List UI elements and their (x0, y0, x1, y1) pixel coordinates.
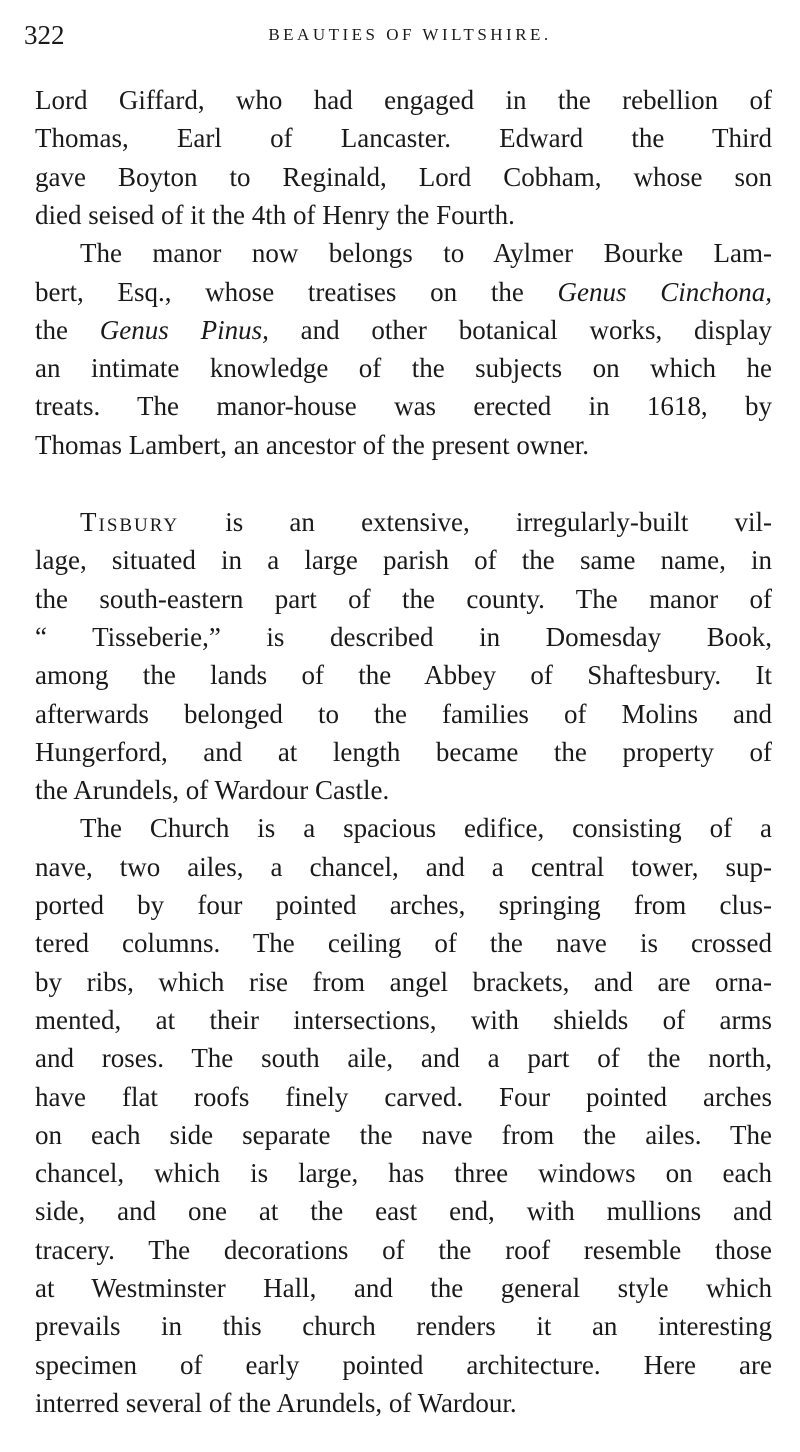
text-line (35, 618, 772, 656)
text-line (35, 1001, 772, 1039)
text-segment: treats. The manor-house was erected in 1618, by (35, 391, 772, 422)
text-segment: among the lands of the Abbey of Shaftesbury. It (35, 660, 772, 691)
text-segment: side, and one at the east end, with mullions and (35, 1196, 772, 1227)
text-segment: the south-eastern part of the county. The manor of (35, 583, 772, 614)
text-segment: nave, two ailes, a chancel, and a central tower, sup- (35, 851, 772, 882)
text-line (35, 1039, 772, 1077)
text-segment: the (35, 314, 100, 345)
text-segment: is an extensive, irregularly-built vil- (179, 507, 772, 537)
running-title: BEAUTIES OF WILTSHIRE. (268, 25, 552, 44)
text-segment: on each side separate the nave from the ailes. The (35, 1119, 772, 1150)
text-segment: ported by four pointed arches, springing from clus- (35, 890, 772, 920)
text-line (35, 273, 772, 311)
small-caps-text: Tisbury (80, 507, 180, 537)
text-segment: tracery. The decorations of the roof resemble those (35, 1234, 772, 1265)
text-segment: Hungerford, and at length became the property of (35, 736, 772, 767)
text-segment: tered columns. The ceiling of the nave is crossed (35, 928, 772, 959)
text-segment: gave Boyton to Reginald, Lord Cobham, whose son (35, 161, 772, 192)
text-segment: by ribs, which rise from angel brackets, and are orna- (35, 966, 772, 997)
text-segment: lage, situated in a large parish of the same name, in (35, 545, 772, 576)
text-line (35, 1269, 772, 1307)
text-segment: The manor now belongs to Aylmer Bourke Lam- (80, 238, 772, 269)
text-line (35, 1116, 772, 1154)
text-line (35, 1384, 772, 1422)
text-segment: chancel, which is large, has three windows on each (35, 1158, 772, 1189)
text-line (35, 924, 772, 962)
text-segment: afterwards belonged to the families of Molins and (35, 698, 772, 729)
text-line (35, 196, 772, 234)
text-line (35, 426, 772, 464)
text-segment: prevails in this church renders it an interesting (35, 1311, 772, 1342)
text-line (35, 886, 772, 924)
text-segment: Thomas Lambert, an ancestor of the present owner. (35, 429, 590, 460)
text-line (80, 503, 772, 541)
text-line (35, 771, 772, 809)
text-line (35, 695, 772, 733)
page-number: 322 (24, 20, 65, 50)
text-line (35, 963, 772, 1001)
text-segment: Thomas, Earl of Lancaster. Edward the Third (35, 123, 772, 154)
italic-text: Genus Cinchona, (557, 276, 772, 307)
text-segment: The Church is a spacious edifice, consisting of a (80, 813, 772, 844)
text-segment: interred several of the Arundels, of Wardour. (35, 1387, 517, 1418)
text-segment: Lord Giffard, who had engaged in the rebellion of (35, 85, 772, 115)
text-line (35, 1231, 772, 1269)
text-line (35, 1078, 772, 1116)
text-line (35, 158, 772, 196)
text-line (35, 311, 772, 349)
text-segment: “ Tisseberie,” is described in Domesday Book, (35, 621, 772, 652)
text-line (35, 81, 772, 119)
text-line (35, 580, 772, 618)
text-line (35, 848, 772, 886)
text-segment: mented, at their intersections, with shields of arms (35, 1004, 772, 1035)
text-line (35, 119, 772, 157)
text-line (35, 1346, 772, 1384)
text-segment: died seised of it the 4th of Henry the Fourth. (35, 199, 515, 230)
text-segment: specimen of early pointed architecture. Here are (35, 1349, 772, 1380)
text-line (35, 541, 772, 579)
text-segment: an intimate knowledge of the subjects on which he (35, 353, 772, 384)
text-segment: at Westminster Hall, and the general style which (35, 1273, 772, 1303)
text-line (35, 1307, 772, 1345)
italic-text: Genus Pinus, (99, 314, 269, 345)
text-line (35, 1192, 772, 1230)
text-line (35, 656, 772, 694)
text-line (35, 733, 772, 771)
text-segment: have flat roofs finely carved. Four pointed arches (35, 1081, 772, 1112)
text-line (80, 809, 772, 847)
text-line (35, 349, 772, 387)
text-segment: and roses. The south aile, and a part of the north, (35, 1043, 772, 1074)
text-segment: the Arundels, of Wardour Castle. (35, 775, 390, 806)
text-segment: bert, Esq., whose treatises on the (35, 276, 558, 307)
text-line (35, 387, 772, 425)
text-line (35, 1154, 772, 1192)
text-segment: and other botanical works, display (268, 314, 772, 345)
text-line (80, 234, 772, 272)
